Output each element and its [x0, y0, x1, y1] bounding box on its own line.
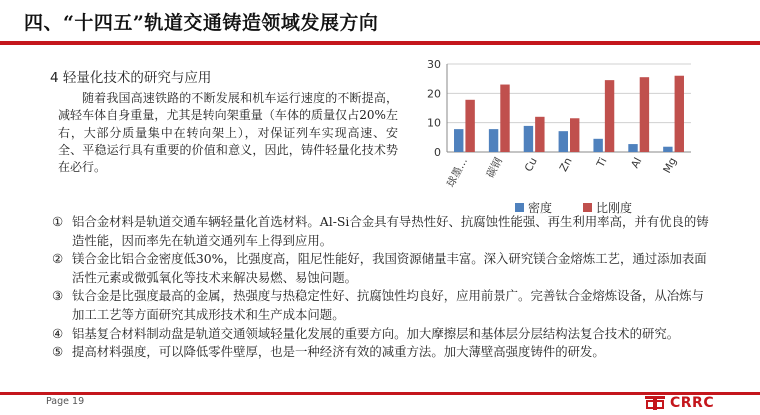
x-tick-label: Ti: [594, 155, 610, 170]
list-item: [52, 325, 712, 344]
item-number: ③: [52, 288, 64, 304]
y-tick-label: 20: [427, 87, 441, 101]
page-number: Page 19: [46, 396, 85, 407]
item-text: 铝合金材料是轨道交通车辆轻量化首选材料。Al-Si合金具有导热性好、抗腐蚀性能强、再生利用率高，并有优良的铸造性能，因而率先在轨道交通列车上得到应用。: [72, 214, 709, 248]
crrc-logo-icon: [644, 395, 666, 411]
material-bar-chart: [405, 52, 705, 227]
item-text: 钛合金是比强度最高的金属，热强度与热稳定性好、抗腐蚀性均良好，应用前景广。完善钛合金熔炼设备，从冶炼与加工工艺等方面研究其成形技术和生产成本问题。: [72, 288, 704, 322]
bar-specific-stiffness: [570, 118, 579, 152]
bar-density: [454, 129, 463, 152]
bar-specific-stiffness: [675, 76, 684, 152]
item-text: 提高材料强度，可以降低零件壁厚，也是一种经济有效的减重方法。加大薄壁高强度铸件的研发。: [72, 344, 605, 360]
section-subheading: 4 轻量化技术的研究与应用: [50, 70, 212, 86]
bar-specific-stiffness: [535, 117, 544, 152]
bar-specific-stiffness: [640, 77, 649, 152]
list-item: [52, 287, 712, 324]
y-tick-label: 0: [434, 146, 441, 159]
legend-swatch: [583, 203, 592, 212]
item-number: ④: [52, 325, 64, 341]
list-item: [52, 250, 712, 287]
points-list: [52, 213, 712, 362]
bar-density: [593, 139, 602, 152]
item-number: ①: [52, 214, 64, 229]
legend-label: 密度: [528, 201, 553, 215]
bar-specific-stiffness: [465, 100, 474, 152]
x-tick-label: Mg: [661, 155, 680, 176]
crrc-logo: [644, 394, 714, 412]
x-tick-label: 球墨…: [444, 155, 471, 190]
slide-title: 四、“十四五”轨道交通铸造领域发展方向: [24, 12, 379, 34]
legend-label: 比刚度: [596, 201, 633, 215]
title-underline: [0, 41, 760, 45]
x-tick-label: Al: [629, 155, 645, 171]
bar-density: [524, 126, 533, 152]
list-item: [52, 343, 712, 362]
x-tick-label: Cu: [522, 155, 540, 174]
bar-density: [489, 129, 498, 152]
intro-paragraph: 随着我国高速铁路的不断发展和机车运行速度的不断提高，减轻车体自身重量，尤其是转向架重量（车体的质量仅占20%左右，大部分质量集中在转向架上），对保证列车实现高速、安全、平稳运行具有重要的价值和意义，因此，铸件轻量化技术势在必行。: [58, 91, 398, 175]
legend-swatch: [515, 203, 524, 212]
bar-specific-stiffness: [500, 85, 509, 152]
item-text: 镁合金比铝合金密度低30%，比强度高，阻尼性能好，我国资源储量丰富。深入研究镁合金熔炼工艺，通过添加表面活性元素或微弧氧化等技术来解决易燃、易蚀问题。: [72, 251, 707, 285]
list-item: [52, 213, 712, 250]
logo-text: CRRC: [670, 395, 715, 411]
item-number: ②: [52, 251, 64, 267]
y-tick-label: 30: [427, 58, 441, 71]
bar-density: [628, 144, 637, 152]
item-text: 铝基复合材料制动盘是轨道交通领域轻量化发展的重要方向。加大摩擦层和基体层分层结构法复合技术的研究。: [72, 325, 680, 341]
item-number: ⑤: [52, 344, 64, 360]
bar-density: [559, 131, 568, 152]
x-tick-label: 碳钢: [484, 155, 505, 180]
bar-specific-stiffness: [605, 80, 614, 152]
x-tick-label: Zn: [557, 155, 575, 174]
bar-density: [663, 147, 672, 152]
y-tick-label: 10: [427, 116, 441, 130]
